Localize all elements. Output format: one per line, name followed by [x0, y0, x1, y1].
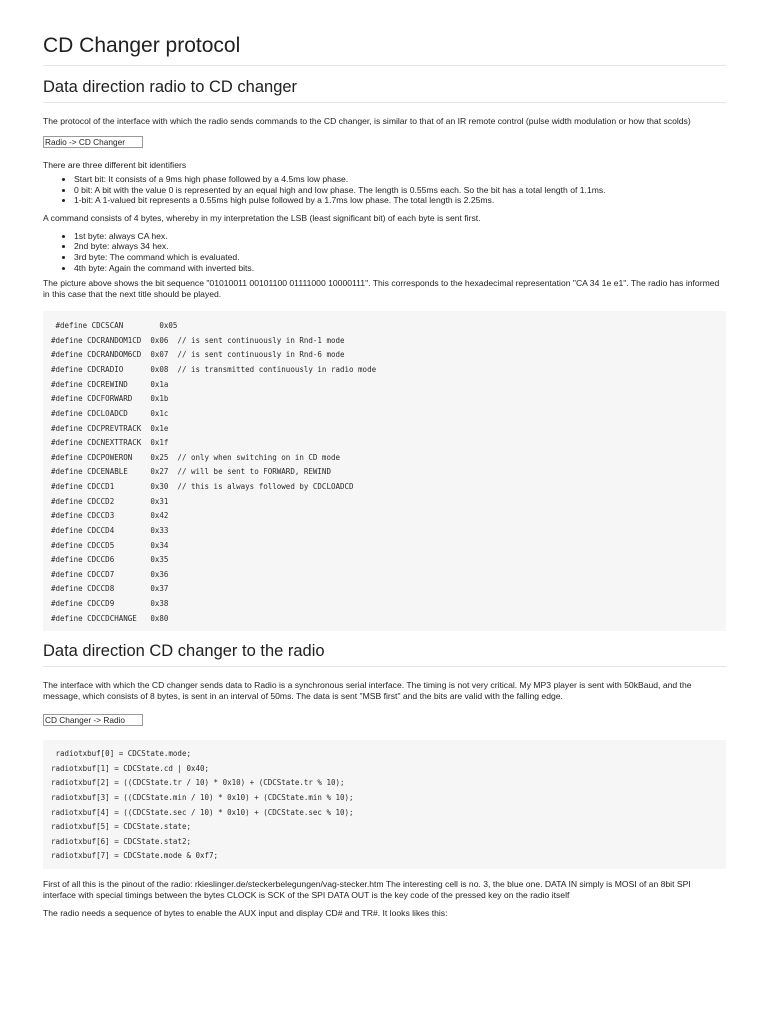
code-line: radiotxbuf[6] = CDCState.stat2;: [51, 836, 191, 846]
code-line: #define CDCREWIND 0x1a: [51, 379, 169, 389]
code-line: #define CDCPREVTRACK 0x1e: [51, 423, 169, 433]
code-line: #define CDCCD2 0x31: [51, 496, 169, 506]
radiotxbuf-code-block: [43, 740, 726, 869]
bit-sequence-paragraph: The picture above shows the bit sequence "01010011 00101100 01111000 10000111". This corresponds to the hexadecimal representation "CA 34 1e e1". The radio has informed in this case that the next title should be played.: [43, 278, 720, 300]
code-line: #define CDCRADIO 0x08 // is transmitted continuously in radio mode: [51, 365, 377, 375]
code-line: #define CDCCD4 0x33: [51, 525, 169, 535]
code-line: #define CDCCD9 0x38: [51, 599, 169, 609]
code-line: #define CDCNEXTTRACK 0x1f: [51, 438, 169, 448]
code-line: radiotxbuf[7] = CDCState.mode & 0xf7;: [51, 851, 219, 861]
code-line: #define CDCCDCHANGE 0x80: [51, 613, 169, 623]
code-line: radiotxbuf[0] = CDCState.mode;: [51, 749, 191, 759]
code-line: #define CDCFORWARD 0x1b: [51, 394, 169, 404]
code-line: #define CDCCD6 0x35: [51, 555, 169, 565]
page-title: CD Changer protocol: [43, 0, 726, 66]
pinout-paragraph: First of all this is the pinout of the radio: rkieslinger.de/steckerbelegungen/vag-stecker.htm The interesting cell is no. 3, the blue one. DATA IN simply is MOSI of an 8bit SPI interface with special timings between the bytes CLOCK is SCK of the SPI DATA OUT is the key code of the pressed key on the radio itself: [43, 879, 691, 901]
code-line: #define CDCLOADCD 0x1c: [51, 408, 169, 418]
command-defines-code-block: [43, 311, 726, 631]
code-line: radiotxbuf[1] = CDCState.cd | 0x40;: [51, 763, 210, 773]
code-line: #define CDCPOWERON 0x25 // only when switching on in CD mode: [51, 452, 340, 462]
list-item: • Start bit: It consists of a 9ms high phase followed by a 4.5ms low phase.: [74, 174, 726, 185]
code-line: #define CDCRANDOM6CD 0x07 // is sent continuously in Rnd-6 mode: [51, 350, 345, 360]
code-line: radiotxbuf[3] = ((CDCState.min / 10) * 0x10) + (CDCState.min % 10);: [51, 793, 354, 803]
code-line: #define CDCCD5 0x34: [51, 540, 169, 550]
code-line: radiotxbuf[4] = ((CDCState.sec / 10) * 0x10) + (CDCState.sec % 10);: [51, 807, 354, 817]
code-line: #define CDCCD7 0x36: [51, 569, 169, 579]
radio-to-cd-image-label: Radio -> CD Changer: [43, 136, 143, 148]
list-item: • 1st byte: always CA hex.: [74, 231, 726, 242]
code-line: radiotxbuf[5] = CDCState.state;: [51, 822, 191, 832]
list-item: • 3rd byte: The command which is evaluated.: [74, 252, 726, 263]
section-heading-cd-to-radio: Data direction CD changer to the radio: [43, 641, 726, 667]
command-intro-paragraph: A command consists of 4 bytes, whereby in my interpretation the LSB (least significant bit) of each byte is sent first.: [43, 212, 481, 223]
code-line: #define CDCENABLE 0x27 // will be sent to FORWARD, REWIND: [51, 467, 331, 477]
code-line: #define CDCSCAN 0x05: [51, 321, 178, 331]
code-line: #define CDCRANDOM1CD 0x06 // is sent continuously in Rnd-1 mode: [51, 335, 345, 345]
code-line: #define CDCCD3 0x42: [51, 511, 169, 521]
list-item: • 1-bit: A 1-valued bit represents a 0.55ms high pulse followed by a 1.7ms low phase. The total length is 2.25ms.: [74, 195, 726, 206]
list-item: • 4th byte: Again the command with inverted bits.: [74, 263, 726, 274]
list-item: • 2nd byte: always 34 hex.: [74, 241, 726, 252]
interface-paragraph: The interface with which the CD changer sends data to Radio is a synchronous serial interface. The timing is not very critical. My MP3 player is sent with 50kBaud, and the message, which consists of 8 bytes, is sent in an interval of 50ms. The data is sent "MSB first" and the bits are valid with the falling edge.: [43, 680, 692, 702]
code-line: radiotxbuf[2] = ((CDCState.tr / 10) * 0x10) + (CDCState.tr % 10);: [51, 778, 345, 788]
bit-identifier-list: [43, 174, 726, 206]
intro-paragraph: The protocol of the interface with which the radio sends commands to the CD changer, is similar to that of an IR remote control (pulse width modulation or how that scolds): [43, 116, 691, 126]
list-item: • 0 bit: A bit with the value 0 is represented by an equal high and low phase. The length is 0.55ms each. So the bit has a total length of 1.1ms.: [74, 185, 726, 196]
code-line: #define CDCCD1 0x30 // this is always followed by CDCLOADCD: [51, 482, 354, 492]
aux-paragraph: The radio needs a sequence of bytes to enable the AUX input and display CD# and TR#. It looks likes this:: [43, 908, 448, 919]
cd-to-radio-image-label: CD Changer -> Radio: [43, 714, 143, 726]
bits-intro-paragraph: There are three different bit identifiers: [43, 160, 187, 170]
byte-list: [43, 231, 726, 273]
code-line: #define CDCCD8 0x37: [51, 584, 169, 594]
section-heading-radio-to-cd: Data direction radio to CD changer: [43, 77, 726, 103]
